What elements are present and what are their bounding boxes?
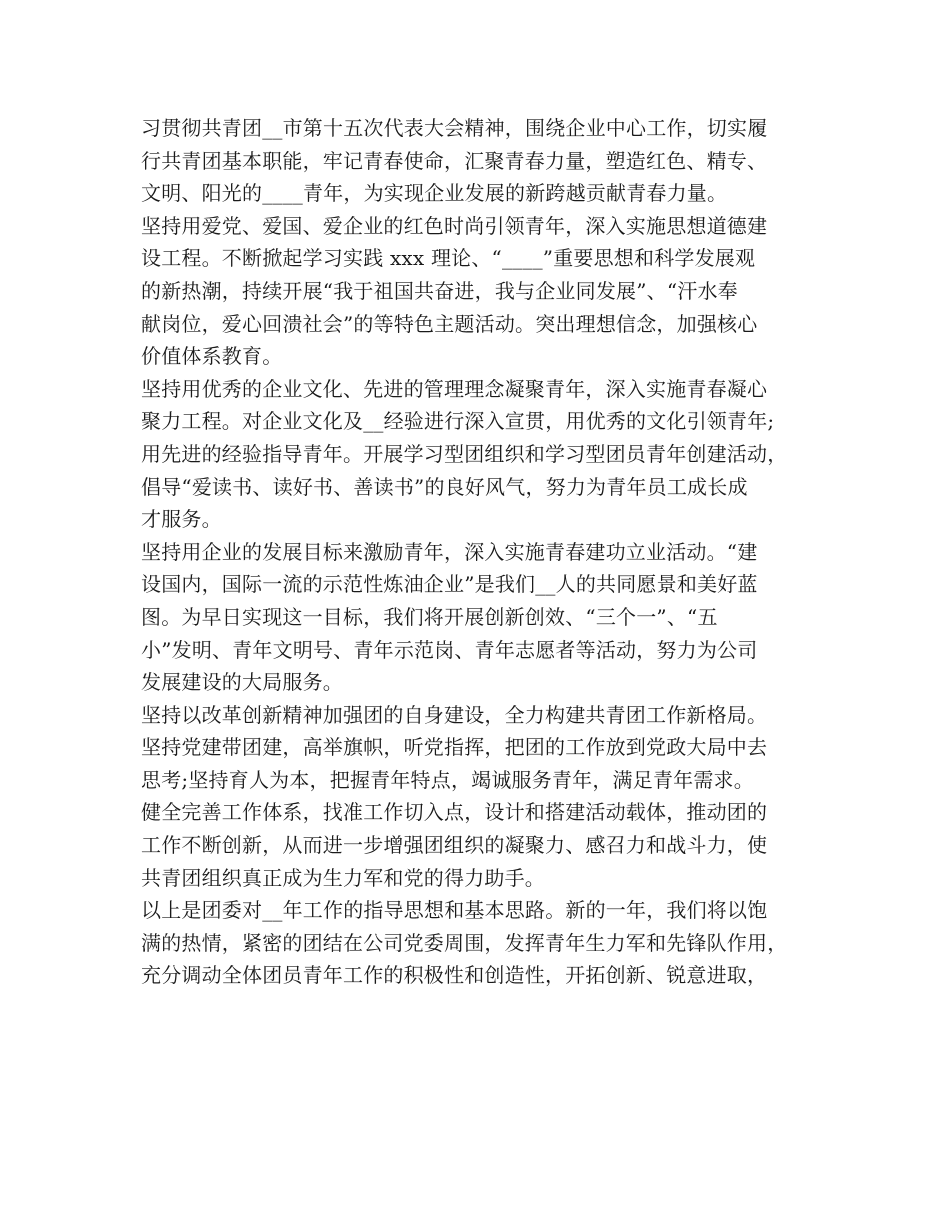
text-line: 满的热情，紧密的团结在公司党委周围，发挥青年生力军和先锋队作用，: [141, 930, 788, 955]
text-line: 设工程。不断掀起学习实践 xxx 理论、“____”重要思想和科学发展观: [141, 246, 756, 271]
text-line: 发展建设的大局服务。: [141, 670, 343, 695]
text-line: 坚持用优秀的企业文化、先进的管理理念凝聚青年，深入实施青春凝心: [141, 376, 768, 401]
text-line: 的新热潮，持续开展“我于祖国共奋进，我与企业同发展”、“汗水奉: [141, 278, 738, 303]
text-line: 坚持以改革创新精神加强团的自身建设，全力构建共青团工作新格局。: [141, 702, 768, 727]
text-line: 坚持用企业的发展目标来激励青年，深入实施青春建功立业活动。“建: [141, 539, 758, 564]
text-line: 图。为早日实现这一目标，我们将开展创新创效、“三个一”、“五: [141, 604, 718, 629]
text-line: 思考;坚持育人为本，把握青年特点，竭诚服务青年，满足青年需求。: [141, 767, 754, 792]
text-line: 坚持用爱党、爱国、爱企业的红色时尚引领青年，深入实施思想道德建: [141, 213, 768, 238]
text-line: 工作不断创新，从而进一步增强团组织的凝聚力、感召力和战斗力，使: [141, 833, 768, 858]
text-line: 健全完善工作体系，找准工作切入点，设计和搭建活动载体，推动团的: [141, 800, 768, 825]
text-line: 设国内，国际一流的示范性炼油企业”是我们__人的共同愿景和美好蓝: [141, 572, 758, 597]
text-line: 才服务。: [141, 507, 222, 532]
text-line: 共青团组织真正成为生力军和党的得力助手。: [141, 865, 545, 890]
text-line: 以上是团委对__年工作的指导思想和基本思路。新的一年，我们将以饱: [141, 898, 768, 923]
document-body: [141, 112, 813, 992]
text-line: 行共青团基本职能，牢记青春使命，汇聚青春力量，塑造红色、精专、: [141, 148, 768, 173]
text-line: 价值体系教育。: [141, 344, 283, 369]
text-line: 用先进的经验指导青年。开展学习型团组织和学习型团员青年创建活动，: [141, 441, 788, 466]
text-line: 坚持党建带团建，高举旗帜，听党指挥，把团的工作放到党政大局中去: [141, 735, 768, 760]
text-line: 小”发明、青年文明号、青年示范岗、青年志愿者等活动，努力为公司: [141, 637, 758, 662]
text-line: 习贯彻共青团__市第十五次代表大会精神，围绕企业中心工作，切实履: [141, 116, 768, 140]
text-line: 献岗位，爱心回溃社会”的等特色主题活动。突出理想信念，加强核心: [141, 311, 758, 336]
text-line: 倡导“爱读书、读好书、善读书”的良好风气，努力为青年员工成长成: [141, 474, 748, 499]
text-line: 充分调动全体团员青年工作的积极性和创造性，开拓创新、锐意进取，: [141, 963, 768, 988]
text-line: 聚力工程。对企业文化及__经验进行深入宣贯，用优秀的文化引领青年;: [141, 409, 775, 434]
text-line: 文明、阳光的____青年，为实现企业发展的新跨越贡献青春力量。: [141, 181, 728, 206]
